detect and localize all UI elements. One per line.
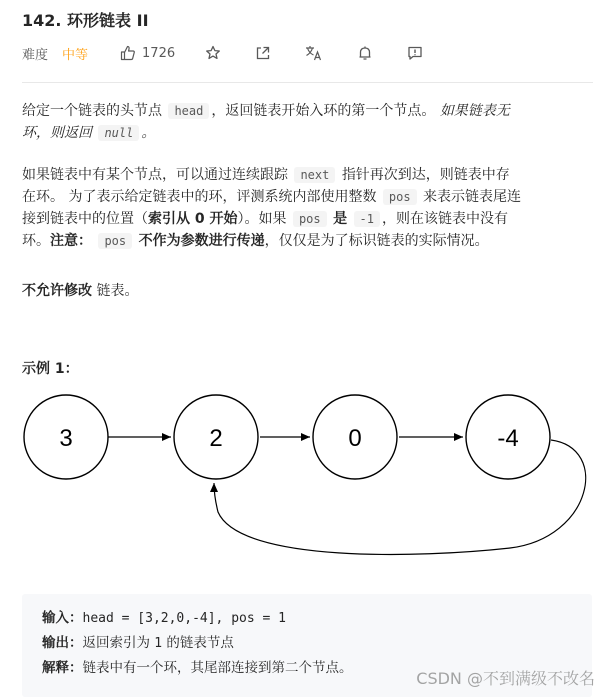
desc-bold: 是	[333, 211, 348, 227]
thumbs-up-icon[interactable]	[120, 45, 136, 61]
input-label: 输入：	[42, 610, 83, 626]
difficulty-badge: 中等	[62, 47, 89, 63]
list-node	[313, 395, 397, 479]
like-count: 1726	[142, 45, 176, 61]
code-head: head	[168, 103, 209, 119]
share-icon[interactable]	[255, 45, 271, 61]
watermark: CSDN @不到满级不改名	[416, 669, 595, 688]
desc-emphasis: 。	[141, 125, 156, 141]
desc-bold: 索引从 0 开始	[148, 211, 238, 227]
desc-text: 链表。	[96, 283, 139, 299]
code-null: null	[98, 125, 139, 141]
desc-emphasis: 环，则返回	[22, 125, 92, 141]
explain-text: 链表中有一个环，其尾部连接到第二个节点。	[82, 660, 353, 676]
desc-text: ，则在该链表中没有	[382, 211, 508, 227]
difficulty-label: 难度	[22, 47, 49, 63]
desc-text: 给定一个链表的头节点	[22, 103, 162, 119]
desc-bold: 不作为参数进行传递	[138, 233, 265, 249]
bell-icon[interactable]	[357, 45, 373, 61]
desc-text: 接到链表中的位置（	[22, 211, 148, 227]
output-label: 输出：	[42, 635, 83, 651]
problem-title: 142. 环形链表 II	[22, 11, 149, 30]
desc-text: 指针再次到达，则链表中存	[341, 167, 510, 183]
list-node	[466, 395, 550, 479]
linked-list-diagram	[0, 388, 607, 588]
code-next: next	[294, 167, 335, 183]
node-value: 3	[59, 425, 73, 452]
node-value: 0	[348, 425, 362, 452]
explain-label: 解释：	[42, 660, 83, 676]
desc-text: 如果链表中有某个节点，可以通过连续跟踪	[22, 167, 288, 183]
desc-emphasis: 如果链表无	[439, 103, 510, 119]
output-text: 返回索引为	[82, 635, 150, 651]
desc-text: 来表示链表尾连	[423, 189, 522, 205]
description-paragraph-3	[22, 280, 594, 302]
code-minus-one: -1	[354, 211, 380, 227]
list-node	[24, 395, 108, 479]
list-node	[174, 395, 258, 479]
code-pos: pos	[383, 189, 417, 205]
desc-text: ，仅仅是为了标识链表的实际情况。	[264, 233, 489, 249]
input-value: head = [3,2,0,-4], pos = 1	[82, 611, 286, 626]
code-pos: pos	[98, 233, 132, 249]
output-code: 1	[154, 636, 163, 651]
description-paragraph-2	[22, 164, 594, 252]
node-value: -4	[497, 425, 519, 452]
output-text: 的链表节点	[166, 635, 234, 651]
desc-text: 环。	[22, 233, 50, 249]
example-output-row	[42, 631, 592, 656]
code-pos: pos	[293, 211, 327, 227]
desc-text: 在环。 为了表示给定链表中的环，评测系统内部使用整数	[22, 189, 377, 205]
description-paragraph-1	[22, 100, 594, 144]
example-title: 示例 1：	[22, 361, 79, 377]
problem-meta-bar	[22, 42, 423, 64]
example-input-row	[42, 606, 592, 631]
header-divider	[22, 82, 593, 83]
desc-bold: 不允许修改	[22, 283, 92, 299]
feedback-icon[interactable]	[407, 45, 423, 61]
star-icon[interactable]	[205, 45, 221, 61]
node-value: 2	[209, 425, 223, 452]
desc-text: ，返回链表开始入环的第一个节点。	[211, 103, 436, 119]
desc-text: ）。如果	[237, 211, 287, 227]
translate-icon[interactable]	[305, 45, 323, 61]
desc-bold: 注意：	[50, 233, 92, 249]
